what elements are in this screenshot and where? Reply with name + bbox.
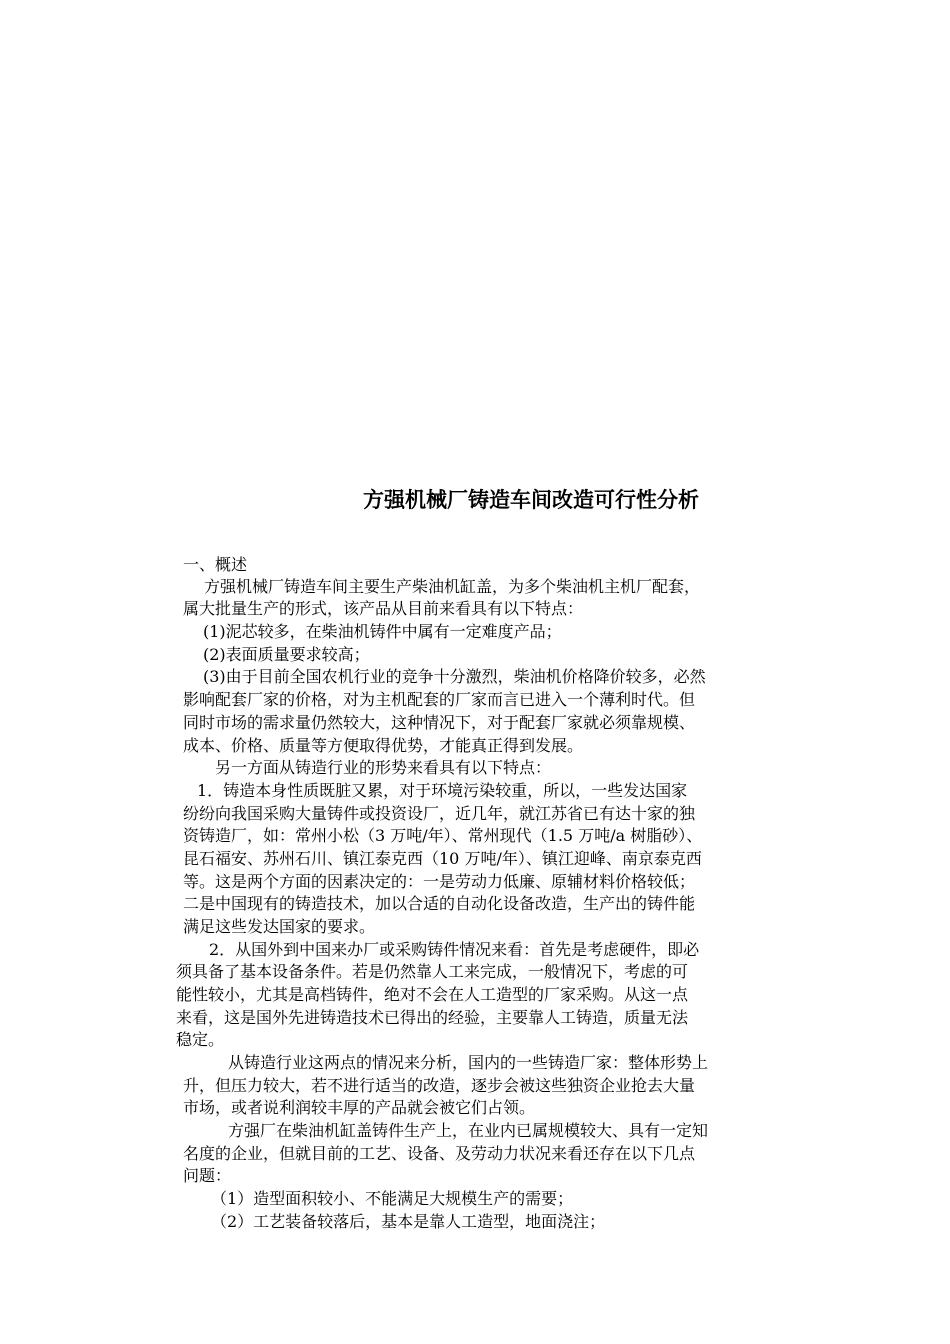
paragraph-line: 能性较小，尤其是高档铸件，绝对不会在人工造型的厂家采购。从这一点 xyxy=(176,985,689,1004)
paragraph-line: 名度的企业，但就目前的工艺、设备、及劳动力状况来看还存在以下几点 xyxy=(183,1144,696,1163)
paragraph-line: 昆石福安、苏州石川、镇江泰克西（10 万吨/年）、镇江迎峰、南京泰克西 xyxy=(183,849,702,868)
paragraph-line: 方强机械厂铸造车间主要生产柴油机缸盖，为多个柴油机主机厂配套， xyxy=(204,577,701,596)
paragraph-line: 方强厂在柴油机缸盖铸件生产上，在业内已属规模较大、具有一定知 xyxy=(228,1121,709,1140)
paragraph-line: 来看，这是国外先进铸造技术已得出的经验，主要靠人工铸造，质量无法 xyxy=(176,1008,689,1027)
paragraph-line: 2．从国外到中国来办厂或采购铸件情况来看：首先是考虑硬件，即必 xyxy=(209,940,700,959)
paragraph-line: 市场，或者说利润较丰厚的产品就会被它们占领。 xyxy=(183,1098,536,1117)
paragraph-line: 属大批量生产的形式，该产品从目前来看具有以下特点： xyxy=(183,599,584,618)
paragraph-line: 成本、价格、质量等方便取得优势，才能真正得到发展。 xyxy=(183,736,584,755)
paragraph-line: 另一方面从铸造行业的形势来看具有以下特点： xyxy=(215,758,552,777)
paragraph-line: 资铸造厂，如：常州小松（3 万吨/年）、常州现代（1.5 万吨/a 树脂砂）、 xyxy=(183,826,703,845)
paragraph-line: 等。这是两个方面的因素决定的：一是劳动力低廉、原辅材料价格较低； xyxy=(183,872,696,891)
paragraph-line: 稳定。 xyxy=(176,1030,225,1049)
paragraph-line: 从铸造行业这两点的情况来分析，国内的一些铸造厂家：整体形势上 xyxy=(228,1053,709,1072)
paragraph-line: 1．铸造本身性质既脏又累，对于环境污染较重，所以，一些发达国家 xyxy=(197,781,688,800)
paragraph-line: 同时市场的需求量仍然较大，这种情况下，对于配套厂家就必须靠规模、 xyxy=(183,713,696,732)
list-item: （2）工艺装备较落后，基本是靠人工造型，地面浇注； xyxy=(211,1212,606,1231)
list-item: （1）造型面积较小、不能满足大规模生产的需要； xyxy=(211,1189,574,1208)
paragraph-line: (3)由于目前全国农机行业的竞争十分激烈，柴油机价格降价较多，必然 xyxy=(203,667,706,686)
section-heading: 一、概述 xyxy=(183,555,248,574)
paragraph-line: 二是中国现有的铸造技术，加以合适的自动化设备改造，生产出的铸件能 xyxy=(183,894,696,913)
paragraph-line: 满足这些发达国家的要求。 xyxy=(183,917,376,936)
paragraph-line: (2)表面质量要求较高； xyxy=(203,645,370,664)
paragraph-line: 纷纷向我国采购大量铸件或投资设厂，近几年，就江苏省已有达十家的独 xyxy=(183,804,696,823)
paragraph-line: 影响配套厂家的价格，对为主机配套的厂家而言已进入一个薄利时代。但 xyxy=(183,690,696,709)
paragraph-line: 升，但压力较大，若不进行适当的改造，逐步会被这些独资企业抢去大量 xyxy=(183,1076,696,1095)
paragraph-line: 问题： xyxy=(183,1166,232,1185)
paragraph-line: (1)泥芯较多，在柴油机铸件中属有一定难度产品； xyxy=(203,622,562,641)
paragraph-line: 须具备了基本设备条件。若是仍然靠人工来完成，一般情况下，考虑的可 xyxy=(176,962,689,981)
document-title: 方强机械厂铸造车间改造可行性分析 xyxy=(363,488,699,512)
